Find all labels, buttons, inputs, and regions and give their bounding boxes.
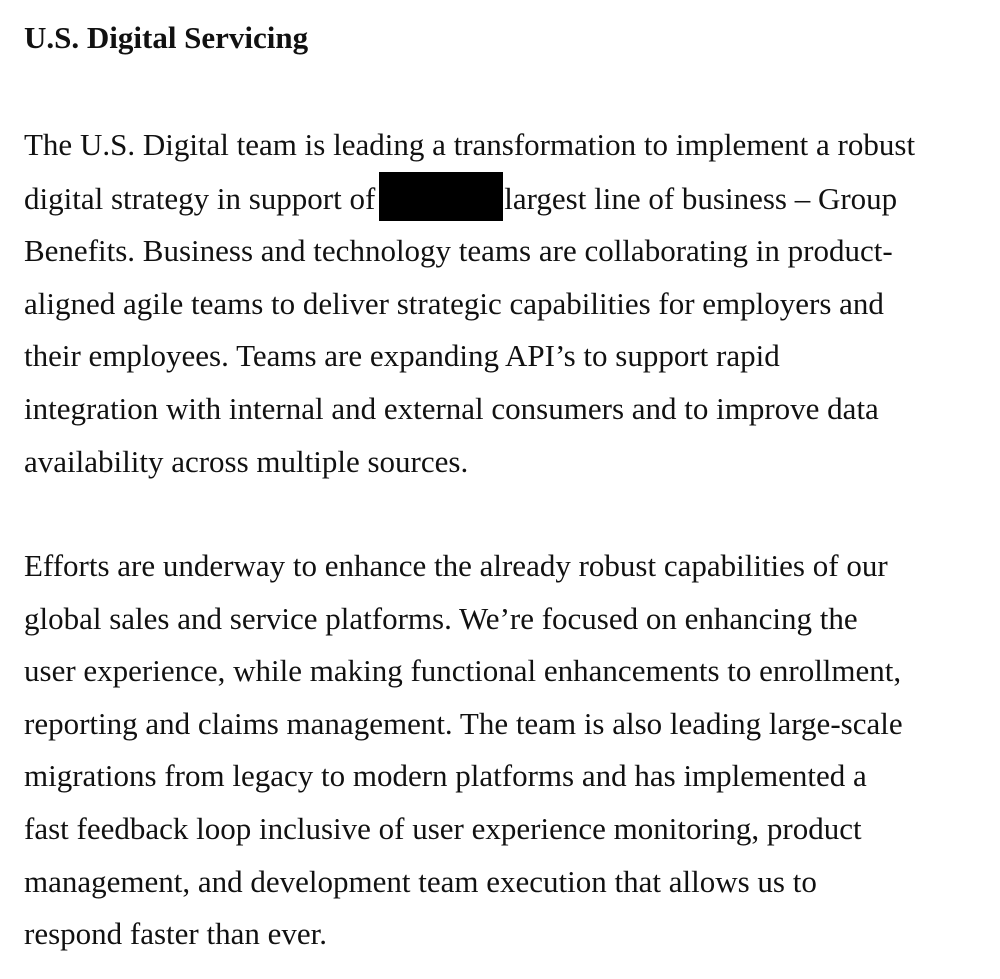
text-line: their employees. Teams are expanding API’s to support rapid [24,338,780,374]
text-line: fast feedback loop inclusive of user experience monitoring, product [24,810,862,846]
text-line: migrations from legacy to modern platforms and has implemented a [24,758,867,794]
section-heading: U.S. Digital Servicing [24,20,309,55]
text-line: respond faster than ever. [24,916,327,952]
text-fragment: largest line of business – Group [504,180,898,216]
text-line: user experience, while making functional enhancements to enrollment, [24,653,902,689]
text-fragment: digital strategy in support of [24,180,376,216]
text-line: aligned agile teams to deliver strategic capabilities for employers and [24,285,884,321]
text-line: Efforts are underway to enhance the already robust capabilities of our [24,548,888,583]
redaction-block [379,172,503,221]
text-line: management, and development team execution that allows us to [24,863,817,899]
text-line: Benefits. Business and technology teams are collaborating in product- [24,233,893,269]
text-line: The U.S. Digital team is leading a transformation to implement a robust [24,127,916,162]
text-line-with-redaction [24,172,984,226]
paragraph-platform-efforts [24,540,984,961]
text-line: integration with internal and external consumers and to improve data [24,390,879,426]
paragraph-digital-strategy [24,119,984,488]
text-line: availability across multiple sources. [24,443,469,479]
text-line: global sales and service platforms. We’re focused on enhancing the [24,600,858,636]
text-line: reporting and claims management. The team is also leading large-scale [24,705,903,741]
